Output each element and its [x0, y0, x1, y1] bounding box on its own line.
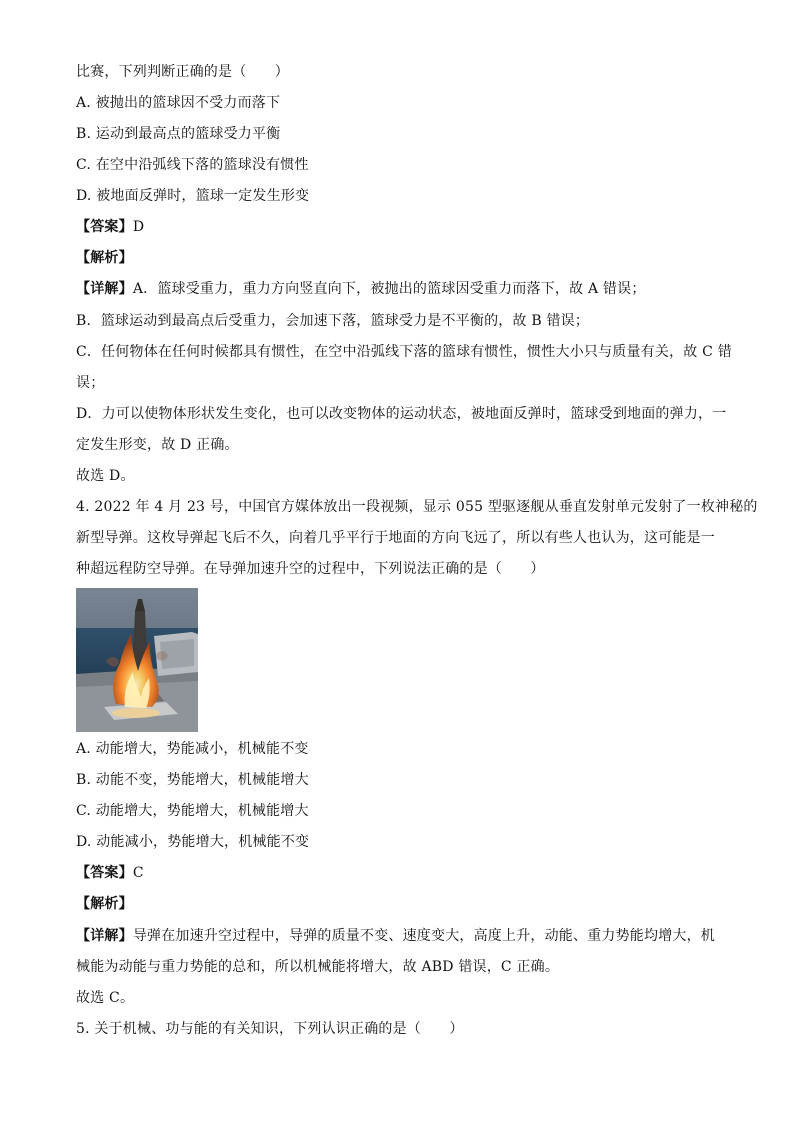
detail-label: 【详解】 [76, 281, 133, 297]
question-4-stem-line-1: 4. 2022 年 4 月 23 号，中国官方媒体放出一段视频，显示 055 型驱逐舰从垂直发射单元发射了一枚神秘的 [76, 499, 758, 515]
answer-value: D [132, 219, 145, 235]
question-3-option-c: C. 在空中沿弧线下落的篮球没有惯性 [76, 157, 309, 173]
missile-launch-illustration [76, 588, 198, 732]
answer-value: C [132, 865, 144, 881]
question-3-detail-line-2: B．篮球运动到最高点后受重力，会加速下落，篮球受力是不平衡的，故 B 错误； [76, 313, 590, 329]
answer-label: 【答案】 [76, 865, 133, 881]
question-3-option-d: D. 被地面反弹时，篮球一定发生形变 [76, 188, 310, 204]
question-4-option-a: A. 动能增大，势能减小，机械能不变 [76, 741, 309, 757]
answer-label: 【答案】 [76, 219, 133, 235]
question-3-detail-line-5: D．力可以使物体形状发生变化，也可以改变物体的运动状态，被地面反弹时，篮球受到地面的弹力，一 [76, 406, 727, 422]
question-3-conclusion: 故选 D。 [76, 468, 135, 484]
question-4-option-d: D. 动能减小，势能增大，机械能不变 [76, 834, 310, 850]
question-3-detail-line-1 [76, 279, 724, 299]
question-4-conclusion: 故选 C。 [76, 990, 135, 1006]
question-4-detail-line-1 [76, 926, 724, 946]
detail-label: 【详解】 [76, 928, 133, 944]
question-4-option-c: C. 动能增大，势能增大，机械能增大 [76, 803, 309, 819]
question-3-option-a: A. 被抛出的篮球因不受力而落下 [76, 95, 281, 111]
question-4-answer-row [76, 863, 724, 883]
missile-launch-photo [76, 588, 198, 732]
question-4-stem-line-2: 新型导弹。这枚导弹起飞后不久，向着几乎平行于地面的方向飞远了，所以有些人也认为，这可能是一 [76, 530, 715, 546]
question-3-option-b: B. 运动到最高点的篮球受力平衡 [76, 126, 281, 142]
detail-text: 导弹在加速升空过程中，导弹的质量不变、速度变大，高度上升，动能、重力势能均增大，机 [132, 928, 716, 944]
question-3-analysis-label: 【解析】 [76, 250, 133, 266]
question-3-stem-continuation: 比赛，下列判断正确的是（ ） [76, 64, 289, 80]
question-3-detail-line-6: 定发生形变，故 D 正确。 [76, 437, 239, 453]
question-5-stem: 5. 关于机械、功与能的有关知识，下列认识正确的是（ ） [76, 1021, 464, 1037]
question-4-option-b: B. 动能不变，势能增大，机械能增大 [76, 772, 309, 788]
detail-text: A．篮球受重力，重力方向竖直向下，被抛出的篮球因受重力而落下，故 A 错误； [132, 281, 646, 297]
question-4-stem-line-3: 种超远程防空导弹。在导弹加速升空的过程中，下列说法正确的是（ ） [76, 561, 545, 577]
question-3-detail-line-3: C．任何物体在任何时候都具有惯性，在空中沿弧线下落的篮球有惯性，惯性大小只与质量有关，故 C 错 [76, 344, 732, 360]
question-3-detail-line-4: 误； [76, 375, 105, 391]
question-3-answer-row [76, 217, 724, 237]
question-4-detail-line-2: 械能为动能与重力势能的总和，所以机械能将增大，故 ABD 错误，C 正确。 [76, 959, 560, 975]
question-4-analysis-label: 【解析】 [76, 896, 133, 912]
